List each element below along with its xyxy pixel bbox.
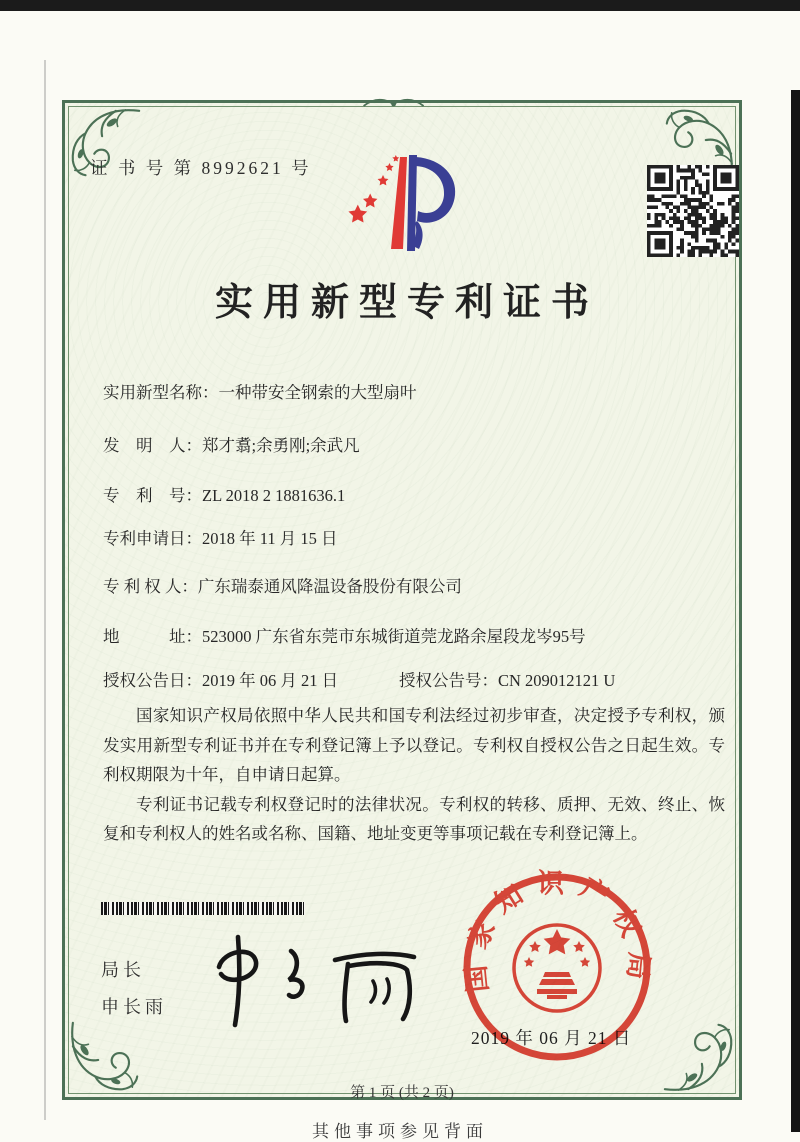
field-row-patent-number: [103, 482, 345, 506]
field-label: 授权公告日：: [103, 671, 202, 690]
national-emblem-icon: [514, 925, 600, 1011]
see-back-note: 其他事项参见背面: [312, 1122, 488, 1141]
official-seal: [459, 869, 655, 1065]
field-row-name: [103, 379, 417, 403]
field-row-filing-date: [103, 525, 338, 549]
scanner-edge-top: [0, 0, 800, 11]
field-value: 2018 年 11 月 15 日: [202, 529, 338, 548]
field-value: ZL 2018 2 1881636.1: [202, 486, 346, 505]
field-value: CN 209012121 U: [498, 671, 616, 690]
signature-handwriting: [205, 929, 425, 1029]
cnipa-logo-icon: [343, 151, 463, 255]
page-edge-shadow: [44, 60, 46, 1120]
field-value: 一种带安全钢索的大型扇叶: [218, 383, 417, 402]
field-label: 专利申请日：: [103, 529, 202, 548]
field-value: 2019 年 06 月 21 日: [202, 671, 339, 690]
field-row-grant: [103, 667, 616, 691]
legal-text: [103, 701, 725, 849]
field-label: 实用新型名称：: [103, 383, 219, 402]
certificate-title: 实用新型专利证书: [214, 282, 599, 324]
commissioner-title: 局长: [101, 960, 145, 980]
field-value: 郑才翥;余勇刚;余武凡: [202, 436, 360, 455]
commissioner-name: 申长雨: [101, 997, 167, 1017]
barcode: [101, 902, 305, 915]
seal-date: 2019 年 06 月 21 日: [471, 1028, 632, 1048]
scanner-edge-right: [791, 90, 800, 1132]
certificate-border-frame: [62, 100, 742, 1100]
field-label: 授权公告号：: [399, 671, 498, 690]
seal-text: 国家知识产权局: [459, 869, 655, 994]
top-border-ornament-icon: [359, 94, 429, 112]
field-pair-grant-number: [399, 667, 615, 691]
field-label: 专 利 权 人：: [103, 577, 198, 596]
field-label: 地 址：: [103, 627, 202, 646]
certificate-number: 证 书 号 第 8992621 号: [90, 158, 312, 178]
legal-paragraph-2: 专利证书记载专利权登记时的法律状况。专利权的转移、质押、无效、终止、恢复和专利权人的姓名或名称、国籍、地址变更等事项记载在专利登记簿上。: [103, 794, 725, 843]
field-row-patentee: [103, 573, 462, 597]
field-value: 广东瑞泰通风降温设备股份有限公司: [197, 577, 462, 596]
field-label: 专 利 号：: [103, 486, 202, 505]
field-value: 523000 广东省东莞市东城街道莞龙路余屋段龙岑95号: [202, 627, 586, 646]
page-number: 第 1 页 (共 2 页): [350, 1085, 454, 1101]
field-label: 发 明 人：: [103, 436, 202, 455]
legal-paragraph-1: 国家知识产权局依照中华人民共和国专利法经过初步审查，决定授予专利权，颁发实用新型专利证书并在专利登记簿上予以登记。专利权自授权公告之日起生效。专利权期限为十年，自申请日起算。: [103, 706, 725, 784]
field-row-address: [103, 623, 586, 647]
qr-code: [647, 165, 739, 257]
field-row-inventors: [103, 432, 360, 456]
